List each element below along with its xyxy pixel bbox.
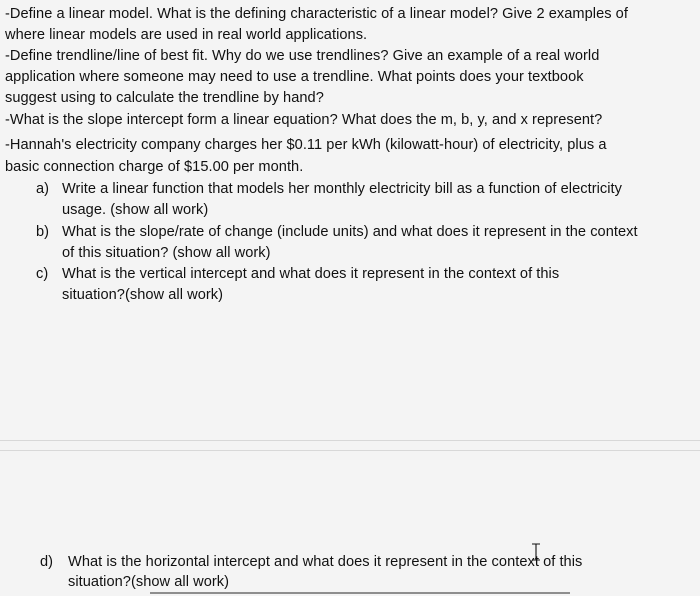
text-line: -Define a linear model. What is the defining characteristic of a linear model? Give 2 examples of [5, 6, 628, 22]
sub-question-text: What is the horizontal intercept and what does it represent in the context of this [68, 554, 583, 570]
sub-question-label: d) [40, 554, 54, 570]
sub-question-text: situation?(show all work) [62, 287, 224, 303]
sub-question-text: situation?(show all work) [68, 574, 230, 590]
sub-question-label: c) [36, 266, 49, 282]
sub-question-text: What is the slope/rate of change (include units) and what does it represent in the context [62, 224, 638, 240]
text-line: basic connection charge of $15.00 per month. [5, 159, 304, 175]
sub-question-label: b) [36, 224, 50, 240]
sub-question-text: Write a linear function that models her monthly electricity bill as a function of electricity [62, 181, 622, 197]
text-cursor-icon [531, 543, 541, 561]
text-line: where linear models are used in real world applications. [5, 27, 368, 43]
sub-question-text: of this situation? (show all work) [62, 245, 271, 261]
text-line: suggest using to calculate the trendline by hand? [5, 90, 324, 106]
text-line: application where someone may need to use a trendline. What points does your textbook [5, 69, 584, 85]
text-line: -What is the slope intercept form a linear equation? What does the m, b, y, and x represent? [5, 112, 603, 128]
bottom-edge-line [150, 592, 570, 594]
text-line: -Hannah's electricity company charges her $0.11 per kWh (kilowatt-hour) of electricity, plus a [5, 137, 607, 153]
section-divider [0, 440, 700, 441]
sub-question-label: a) [36, 181, 50, 197]
section-divider [0, 450, 700, 451]
sub-question-text: usage. (show all work) [62, 202, 209, 218]
text-line: -Define trendline/line of best fit. Why do we use trendlines? Give an example of a real world [5, 48, 600, 64]
sub-question-text: What is the vertical intercept and what does it represent in the context of this [62, 266, 560, 282]
